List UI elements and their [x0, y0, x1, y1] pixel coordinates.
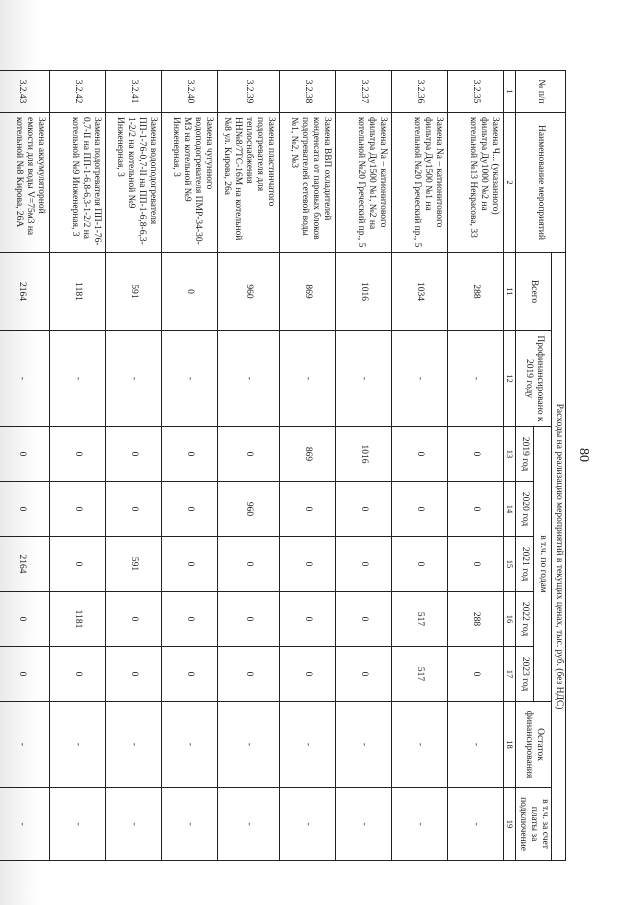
rotated-table-container [14, 70, 566, 860]
table-row [447, 71, 503, 861]
tariff-cell: - [447, 788, 503, 861]
table-row [105, 71, 161, 861]
prefinanced-cell: - [335, 331, 391, 427]
column-number: 1 [503, 71, 516, 113]
investment-table [0, 70, 566, 861]
header-year-2022: 2022 год [516, 592, 534, 647]
tariff-cell: - [0, 788, 49, 861]
year-2019-cell: 0 [217, 427, 279, 482]
header-financing-group: Расходы на реализацию мероприятий в текущих ценах, тыс. руб. (без НДС) [552, 253, 566, 861]
total-cell: 2164 [0, 253, 49, 331]
table-row [49, 71, 105, 861]
column-number: 2 [503, 113, 516, 253]
remaining-cell: - [161, 702, 217, 788]
prefinanced-cell: - [161, 331, 217, 427]
remaining-cell: - [447, 702, 503, 788]
year-2019-cell: 869 [279, 427, 335, 482]
year-2022-cell: 0 [335, 592, 391, 647]
row-number-cell: 3.2.36 [391, 71, 447, 113]
header-total: Всего [516, 253, 552, 331]
column-number: 19 [503, 788, 516, 861]
year-2021-cell: 0 [217, 537, 279, 592]
total-cell: 1034 [391, 253, 447, 331]
column-number: 16 [503, 592, 516, 647]
total-cell: 591 [105, 253, 161, 331]
year-2023-cell: 0 [105, 647, 161, 702]
year-2020-cell: 0 [161, 482, 217, 537]
header-tariff: в т.ч. за счет платы за подключение [516, 788, 552, 861]
row-number-cell: 3.2.41 [105, 71, 161, 113]
measure-name-cell: Замена аккумуляторной емкости для воды V=75м3 на котельной №8 Кирова, 26А [0, 113, 49, 253]
year-2022-cell: 0 [161, 592, 217, 647]
tariff-cell: - [279, 788, 335, 861]
row-number-cell: 3.2.39 [217, 71, 279, 113]
column-number: 17 [503, 647, 516, 702]
prefinanced-cell: - [49, 331, 105, 427]
row-number-cell: 3.2.38 [279, 71, 335, 113]
year-2021-cell: 591 [105, 537, 161, 592]
year-2021-cell: 0 [279, 537, 335, 592]
year-2023-cell: 0 [335, 647, 391, 702]
year-2019-cell: 0 [49, 427, 105, 482]
year-2023-cell: 0 [279, 647, 335, 702]
header-remaining: Остаток финансирования [516, 702, 552, 788]
year-2023-cell: 0 [161, 647, 217, 702]
year-2023-cell: 0 [217, 647, 279, 702]
remaining-cell: - [391, 702, 447, 788]
header-year-2021: 2021 год [516, 537, 534, 592]
measure-name-cell: Замена Na – катионитового фильтра Ду1500 №1 на котельной №20 Греческий пр., 5 [391, 113, 447, 253]
remaining-cell: - [49, 702, 105, 788]
column-number: 18 [503, 702, 516, 788]
row-number-cell: 3.2.43 [0, 71, 49, 113]
header-by-years: в т.ч. по годам [534, 427, 552, 702]
year-2020-cell: 0 [447, 482, 503, 537]
header-num: № п/п [516, 71, 566, 113]
tariff-cell: - [161, 788, 217, 861]
header-prefinanced: Профинансировано к 2019 году [516, 331, 552, 427]
measure-name-cell: Замена ВВП охладителей конденсата от паровых блоков подогревателей сетевой воды №1, №2, №3 [279, 113, 335, 253]
year-2023-cell: 0 [0, 647, 49, 702]
table-row [279, 71, 335, 861]
prefinanced-cell: - [447, 331, 503, 427]
year-2022-cell: 517 [391, 592, 447, 647]
prefinanced-cell: - [105, 331, 161, 427]
year-2019-cell: 0 [391, 427, 447, 482]
year-2022-cell: 0 [217, 592, 279, 647]
table-row [335, 71, 391, 861]
year-2020-cell: 0 [335, 482, 391, 537]
measure-name-cell: Замена Ч... (указанного) фильтра Ду1000 №2 на котельной №13 Некрасова, 33 [447, 113, 503, 253]
table-row [217, 71, 279, 861]
year-2019-cell: 0 [0, 427, 49, 482]
year-2021-cell: 0 [161, 537, 217, 592]
year-2022-cell: 0 [0, 592, 49, 647]
table-row [0, 71, 49, 861]
year-2021-cell: 2164 [0, 537, 49, 592]
page-number: 80 [576, 448, 591, 462]
year-2021-cell: 0 [49, 537, 105, 592]
year-2023-cell: 0 [447, 647, 503, 702]
column-number: 11 [503, 253, 516, 331]
tariff-cell: - [105, 788, 161, 861]
year-2021-cell: 0 [391, 537, 447, 592]
year-2022-cell: 0 [105, 592, 161, 647]
remaining-cell: - [105, 702, 161, 788]
column-number: 13 [503, 427, 516, 482]
header-year-2019: 2019 год [516, 427, 534, 482]
year-2019-cell: 1016 [335, 427, 391, 482]
year-2021-cell: 0 [335, 537, 391, 592]
total-cell: 869 [279, 253, 335, 331]
column-number: 14 [503, 482, 516, 537]
column-number: 15 [503, 537, 516, 592]
measure-name-cell: Замена подогревателя ПП-1-76-0,7-II на ПП-1-6,8-6,3-1-2/2 на котельной №9 Инженерная, 3 [49, 113, 105, 253]
year-2019-cell: 0 [105, 427, 161, 482]
year-2023-cell: 517 [391, 647, 447, 702]
prefinanced-cell: - [217, 331, 279, 427]
remaining-cell: - [335, 702, 391, 788]
year-2023-cell: 0 [49, 647, 105, 702]
year-2020-cell: 0 [49, 482, 105, 537]
table-row [161, 71, 217, 861]
total-cell: 288 [447, 253, 503, 331]
remaining-cell: - [279, 702, 335, 788]
year-2020-cell: 0 [105, 482, 161, 537]
measure-name-cell: Замена пластинчатого подогревателя для теплоснабжения НН№8/7ТС-16М на котельной №8 ул. Кирова, 26а [217, 113, 279, 253]
tariff-cell: - [391, 788, 447, 861]
year-2019-cell: 0 [447, 427, 503, 482]
year-2022-cell: 1181 [49, 592, 105, 647]
row-number-cell: 3.2.35 [447, 71, 503, 113]
year-2020-cell: 0 [391, 482, 447, 537]
row-number-cell: 3.2.42 [49, 71, 105, 113]
total-cell: 1016 [335, 253, 391, 331]
measure-name-cell: Замена Na – катионитового фильтра Ду1500 №1, №2 на котельной №20 Греческий пр., 5 [335, 113, 391, 253]
year-2022-cell: 288 [447, 592, 503, 647]
year-2020-cell: 960 [217, 482, 279, 537]
prefinanced-cell: - [391, 331, 447, 427]
remaining-cell: - [0, 702, 49, 788]
total-cell: 0 [161, 253, 217, 331]
row-number-cell: 3.2.37 [335, 71, 391, 113]
header-year-2023: 2023 год [516, 647, 534, 702]
row-number-cell: 3.2.40 [161, 71, 217, 113]
measure-name-cell: Замена водоподогревателя ПП-1-76-0,7-II на ПП-1-6,8-6,3-1-2/2 на котельной №9 Инженерная, 3 [105, 113, 161, 253]
tariff-cell: - [49, 788, 105, 861]
prefinanced-cell: - [279, 331, 335, 427]
prefinanced-cell: - [0, 331, 49, 427]
measure-name-cell: Замена чугунного водоподогревателя ПМР-34-30-МЗ на котельной №9 Инженерная, 3 [161, 113, 217, 253]
remaining-cell: - [217, 702, 279, 788]
table-row [391, 71, 447, 861]
table-body [0, 71, 503, 861]
header-name: Наименование мероприятий [516, 113, 566, 253]
header-year-2020: 2020 год [516, 482, 534, 537]
tariff-cell: - [335, 788, 391, 861]
year-2021-cell: 0 [447, 537, 503, 592]
total-cell: 1181 [49, 253, 105, 331]
year-2020-cell: 0 [279, 482, 335, 537]
total-cell: 960 [217, 253, 279, 331]
year-2019-cell: 0 [161, 427, 217, 482]
year-2022-cell: 0 [279, 592, 335, 647]
tariff-cell: - [217, 788, 279, 861]
year-2020-cell: 0 [0, 482, 49, 537]
column-number: 12 [503, 331, 516, 427]
